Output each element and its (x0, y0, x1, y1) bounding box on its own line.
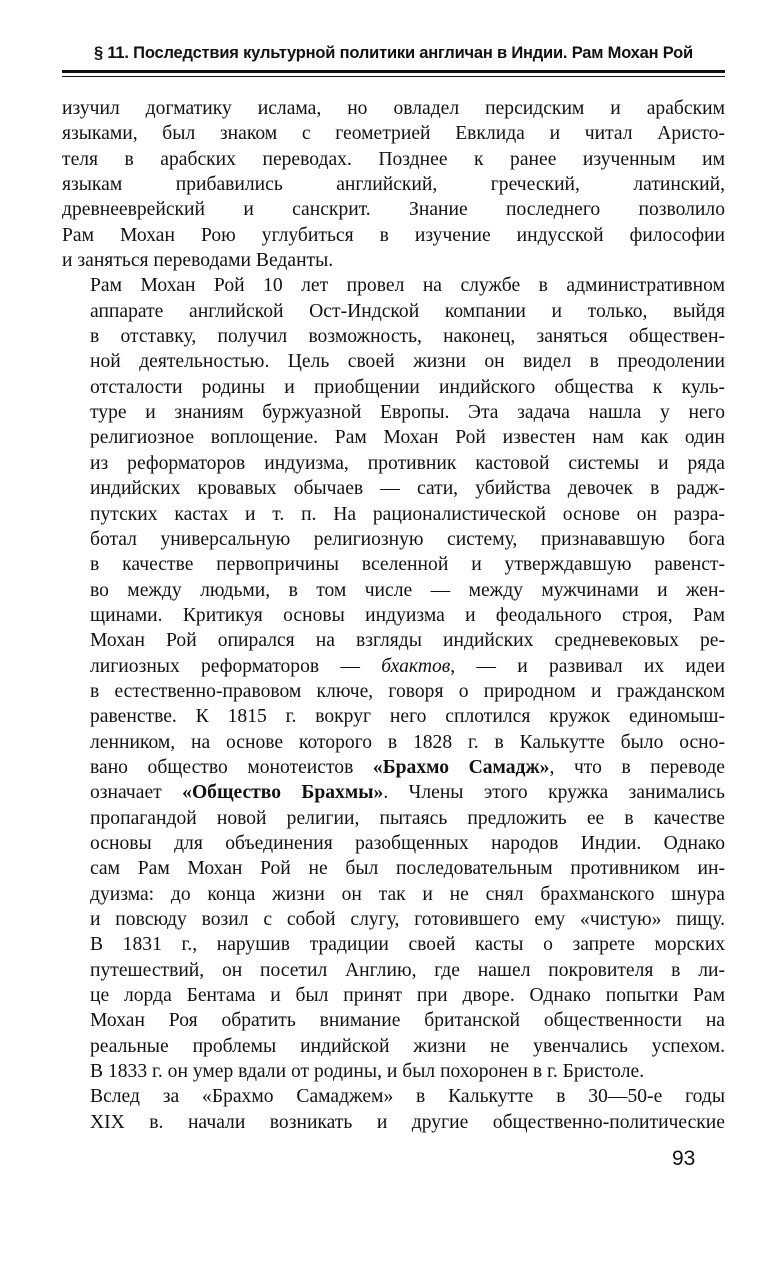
paragraph-1 (62, 96, 725, 273)
text-line: щинами. Критикуя основы индуизма и феодального строя, Рам (90, 604, 725, 626)
header-rule-thick (62, 70, 725, 73)
text-line: индийских кровавых обычаев — сати, убийства девочек в радж- (90, 478, 725, 500)
text-line: ной деятельностью. Цель своей жизни он видел в преодолении (90, 351, 725, 373)
text-line: В 1831 г., нарушив традиции своей касты о запрете морских (90, 934, 725, 956)
bold-term-society: «Общество Брахмы» (182, 782, 384, 804)
text-line-with-bold (62, 780, 725, 805)
text-line: из реформаторов индуизма, противник кастовой системы и ряда (90, 452, 725, 474)
text-line: це лорда Бентама и был принят при дворе. Однако попытки Рам (90, 985, 725, 1007)
text-line: реальные проблемы индийской жизни не увенчались успехом. (90, 1035, 725, 1057)
text-line: изучил догматику ислама, но овладел персидским и арабским (62, 98, 725, 119)
text-line: путешествий, он посетил Англию, где нашел покровителя в ли- (90, 959, 725, 981)
text-line: языкам прибавились английский, греческий, латинский, (62, 174, 725, 196)
text-line: Мохан Роя обратить внимание британской общественности на (90, 1010, 725, 1032)
text-line: теля в арабских переводах. Позднее к ранее изученным им (62, 148, 725, 170)
text-line: древнееврейский и санскрит. Знание последнего позволило (62, 199, 725, 221)
running-head: § 11. Последствия культурной политики англичан в Индии. Рам Мохан Рой (94, 44, 693, 62)
text-line: Рам Мохан Рою углубиться в изучение индусской философии (62, 224, 725, 246)
text-run: , — и развивал их идеи (450, 655, 725, 677)
text-line: во между людьми, в том числе — между мужчинами и жен- (90, 579, 725, 601)
header-rule-thin (62, 76, 725, 77)
paragraph-2 (62, 273, 725, 1084)
text-line: XIX в. начали возникать и другие общественно-политические (90, 1111, 725, 1133)
text-line: сам Рам Мохан Рой не был последовательным противником ин- (90, 858, 725, 880)
text-line: Рам Мохан Рой 10 лет провел на службе в административном (90, 275, 725, 297)
body-text (62, 96, 725, 1135)
text-line: равенстве. К 1815 г. вокруг него сплотился кружок единомыш- (90, 706, 725, 728)
italic-term-bhakti: бхактов (381, 655, 451, 677)
text-line-with-italic (62, 654, 725, 679)
bold-term-brahmo-samaj: «Брахмо Самадж» (372, 756, 550, 778)
text-line: ботал универсальную религиозную систему, признававшую бога (90, 528, 725, 550)
text-line: В 1833 г. он умер вдали от родины, и был похоронен в г. Бристоле. (90, 1061, 645, 1083)
text-line: ленником, на основе которого в 1828 г. в Калькутте было осно- (90, 731, 725, 753)
text-line: и повсюду возил с собой слугу, готовившего ему «чистую» пищу. (90, 909, 725, 930)
text-run: , что в переводе (549, 756, 725, 778)
text-line: пропагандой новой религии, пытаясь предложить ее в качестве (90, 807, 725, 829)
text-run: означает (90, 782, 183, 804)
text-run: . Члены этого кружка занимались (383, 782, 725, 804)
text-line: Вслед за «Брахмо Самаджем» в Калькутте в 30—50-е годы (90, 1086, 725, 1108)
page-number: 93 (672, 1147, 696, 1170)
text-line: Мохан Рой опирался на взгляды индийских средневековых ре- (90, 630, 725, 652)
text-line: путских кастах и т. п. На рационалистической основе он разра- (90, 503, 725, 525)
text-line-with-bold (62, 755, 725, 780)
text-line: религиозное воплощение. Рам Мохан Рой известен нам как один (90, 427, 725, 449)
paragraph-3 (62, 1084, 725, 1135)
text-run: лигиозных реформаторов — (90, 655, 382, 677)
text-line: языками, был знаком с геометрией Евклида и читал Аристо- (62, 123, 725, 145)
text-line: основы для объединения разобщенных народов Индии. Однако (90, 832, 725, 854)
text-line: в качестве первопричины вселенной и утверждавшую равенст- (90, 554, 725, 576)
text-line: в отставку, получил возможность, наконец, заняться обществен- (90, 326, 725, 348)
text-line: аппарате английской Ост-Индской компании и только, выйдя (90, 300, 725, 322)
text-line: и заняться переводами Веданты. (62, 250, 334, 272)
text-line: дуизма: до конца жизни он так и не снял брахманского шнура (90, 883, 725, 905)
text-line: отсталости родины и приобщении индийского общества к куль- (90, 376, 725, 398)
text-line: в естественно-правовом ключе, говоря о природном и гражданском (90, 680, 725, 702)
text-run: вано общество монотеистов (90, 756, 373, 778)
text-line: туре и знаниям буржуазной Европы. Эта задача нашла у него (90, 402, 725, 424)
